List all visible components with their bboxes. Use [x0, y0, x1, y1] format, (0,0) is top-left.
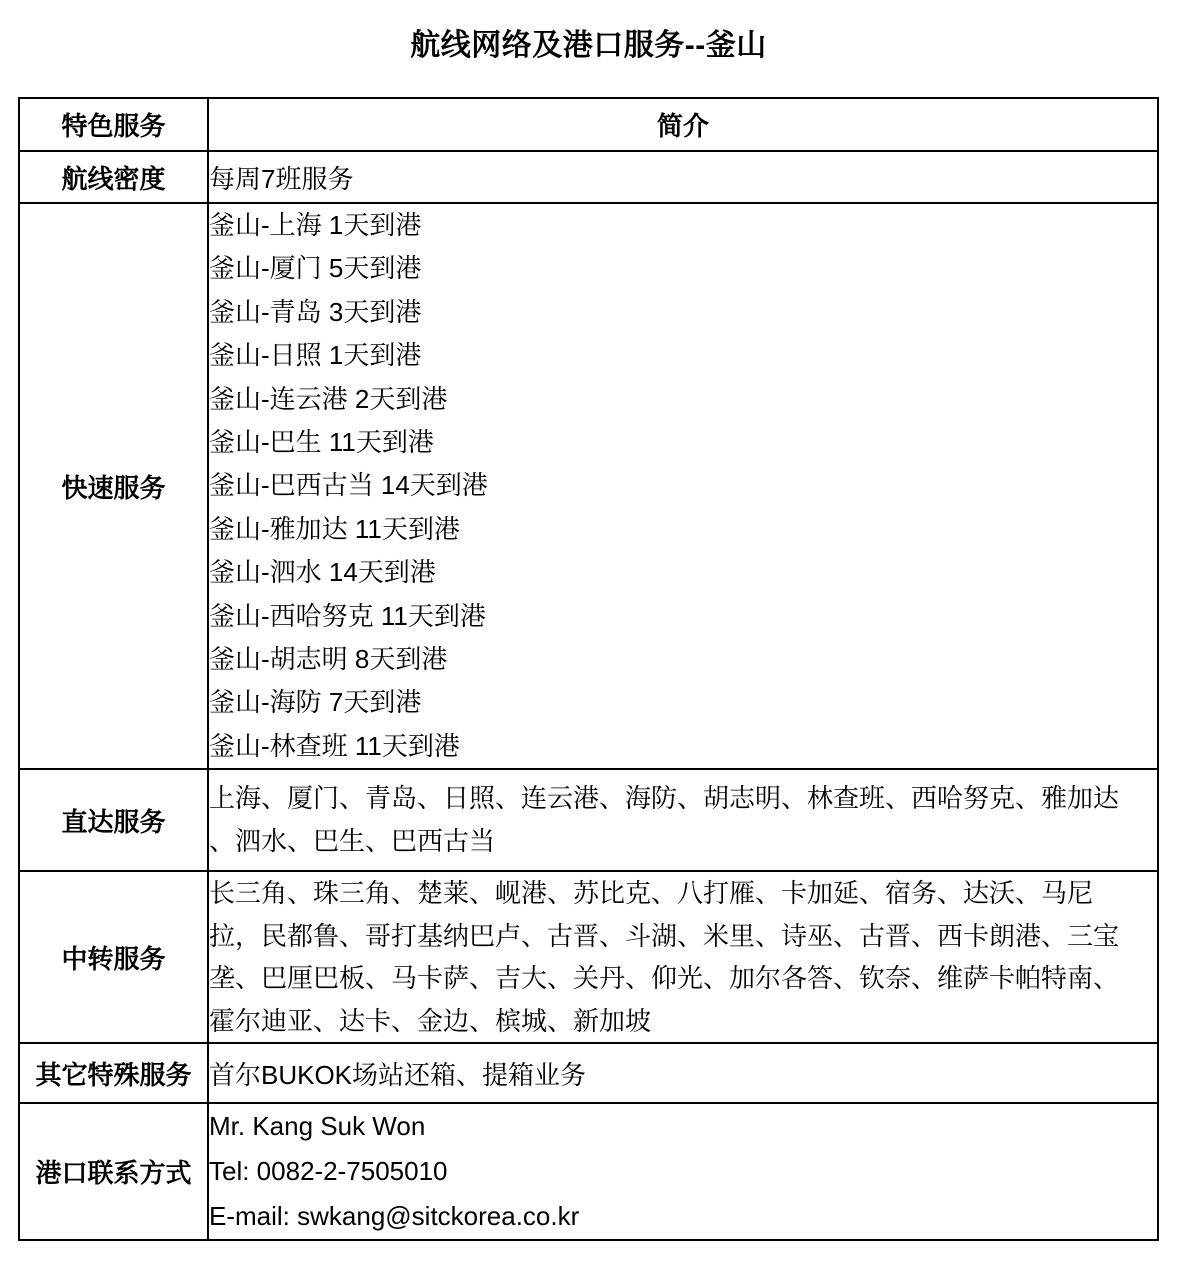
ports-line: 、泗水、巴生、巴西古当 [209, 826, 496, 857]
row-label-port-contact: 港口联系方式 [19, 1103, 208, 1240]
row-value-other-special-service [208, 1043, 1158, 1103]
text-line: 首尔BUKOK场站还箱、提箱业务 [209, 1059, 587, 1090]
table-row-route-density [19, 151, 1158, 203]
route-line: 釜山-海防 7天到港 [209, 687, 422, 718]
row-value-transfer-service [208, 871, 1158, 1043]
row-value-port-contact [208, 1103, 1158, 1240]
row-value-express-service [208, 203, 1158, 769]
ports-line: 垄、巴厘巴板、马卡萨、吉大、关丹、仰光、加尔各答、钦奈、维萨卡帕特南、 [209, 963, 1120, 994]
route-line: 釜山-西哈努克 11天到港 [209, 600, 486, 631]
row-label-express-service: 快速服务 [19, 203, 208, 769]
route-line: 釜山-胡志明 8天到港 [209, 644, 448, 675]
table-row-direct-service [19, 769, 1158, 871]
row-value-route-density [208, 151, 1158, 203]
route-line: 釜山-巴生 11天到港 [209, 427, 434, 458]
route-line: 釜山-雅加达 11天到港 [209, 513, 460, 544]
contact-tel: Tel: 0082-2-7505010 [209, 1156, 448, 1187]
contact-email: E-mail: swkang@sitckorea.co.kr [209, 1201, 580, 1232]
header-introduction: 简介 [208, 98, 1158, 151]
route-line: 釜山-日照 1天到港 [209, 340, 422, 371]
text-line: 每周7班服务 [209, 163, 354, 194]
ports-line: 上海、厦门、青岛、日照、连云港、海防、胡志明、林查班、西哈努克、雅加达 [209, 783, 1120, 814]
services-table [18, 97, 1159, 1241]
route-line: 釜山-上海 1天到港 [209, 210, 422, 240]
row-label-route-density: 航线密度 [19, 151, 208, 203]
ports-line: 拉，民都鲁、哥打基纳巴卢、古晋、斗湖、米里、诗巫、古晋、西卡朗港、三宝 [209, 920, 1120, 951]
header-feature-services: 特色服务 [19, 98, 208, 151]
row-value-direct-service [208, 769, 1158, 871]
table-row-express-service [19, 203, 1158, 769]
route-line: 釜山-泗水 14天到港 [209, 557, 436, 588]
route-line: 釜山-青岛 3天到港 [209, 296, 422, 327]
route-line: 釜山-林查班 11天到港 [209, 730, 460, 761]
ports-line: 长三角、珠三角、楚莱、岘港、苏比克、八打雁、卡加延、宿务、达沃、马尼 [209, 878, 1094, 909]
table-row-port-contact [19, 1103, 1158, 1240]
table-header-row [19, 98, 1158, 151]
contact-name: Mr. Kang Suk Won [209, 1111, 426, 1142]
page-title: 航线网络及港口服务--釜山 [410, 29, 767, 62]
table-row-other-special-service [19, 1043, 1158, 1103]
route-line: 釜山-厦门 5天到港 [209, 253, 422, 284]
route-line: 釜山-连云港 2天到港 [209, 383, 448, 414]
row-label-other-special-service: 其它特殊服务 [19, 1043, 208, 1103]
table-row-transfer-service [19, 871, 1158, 1043]
ports-line: 霍尔迪亚、达卡、金边、槟城、新加坡 [209, 1005, 652, 1036]
row-label-transfer-service: 中转服务 [19, 871, 208, 1043]
row-label-direct-service: 直达服务 [19, 769, 208, 871]
route-line: 釜山-巴西古当 14天到港 [209, 470, 488, 501]
